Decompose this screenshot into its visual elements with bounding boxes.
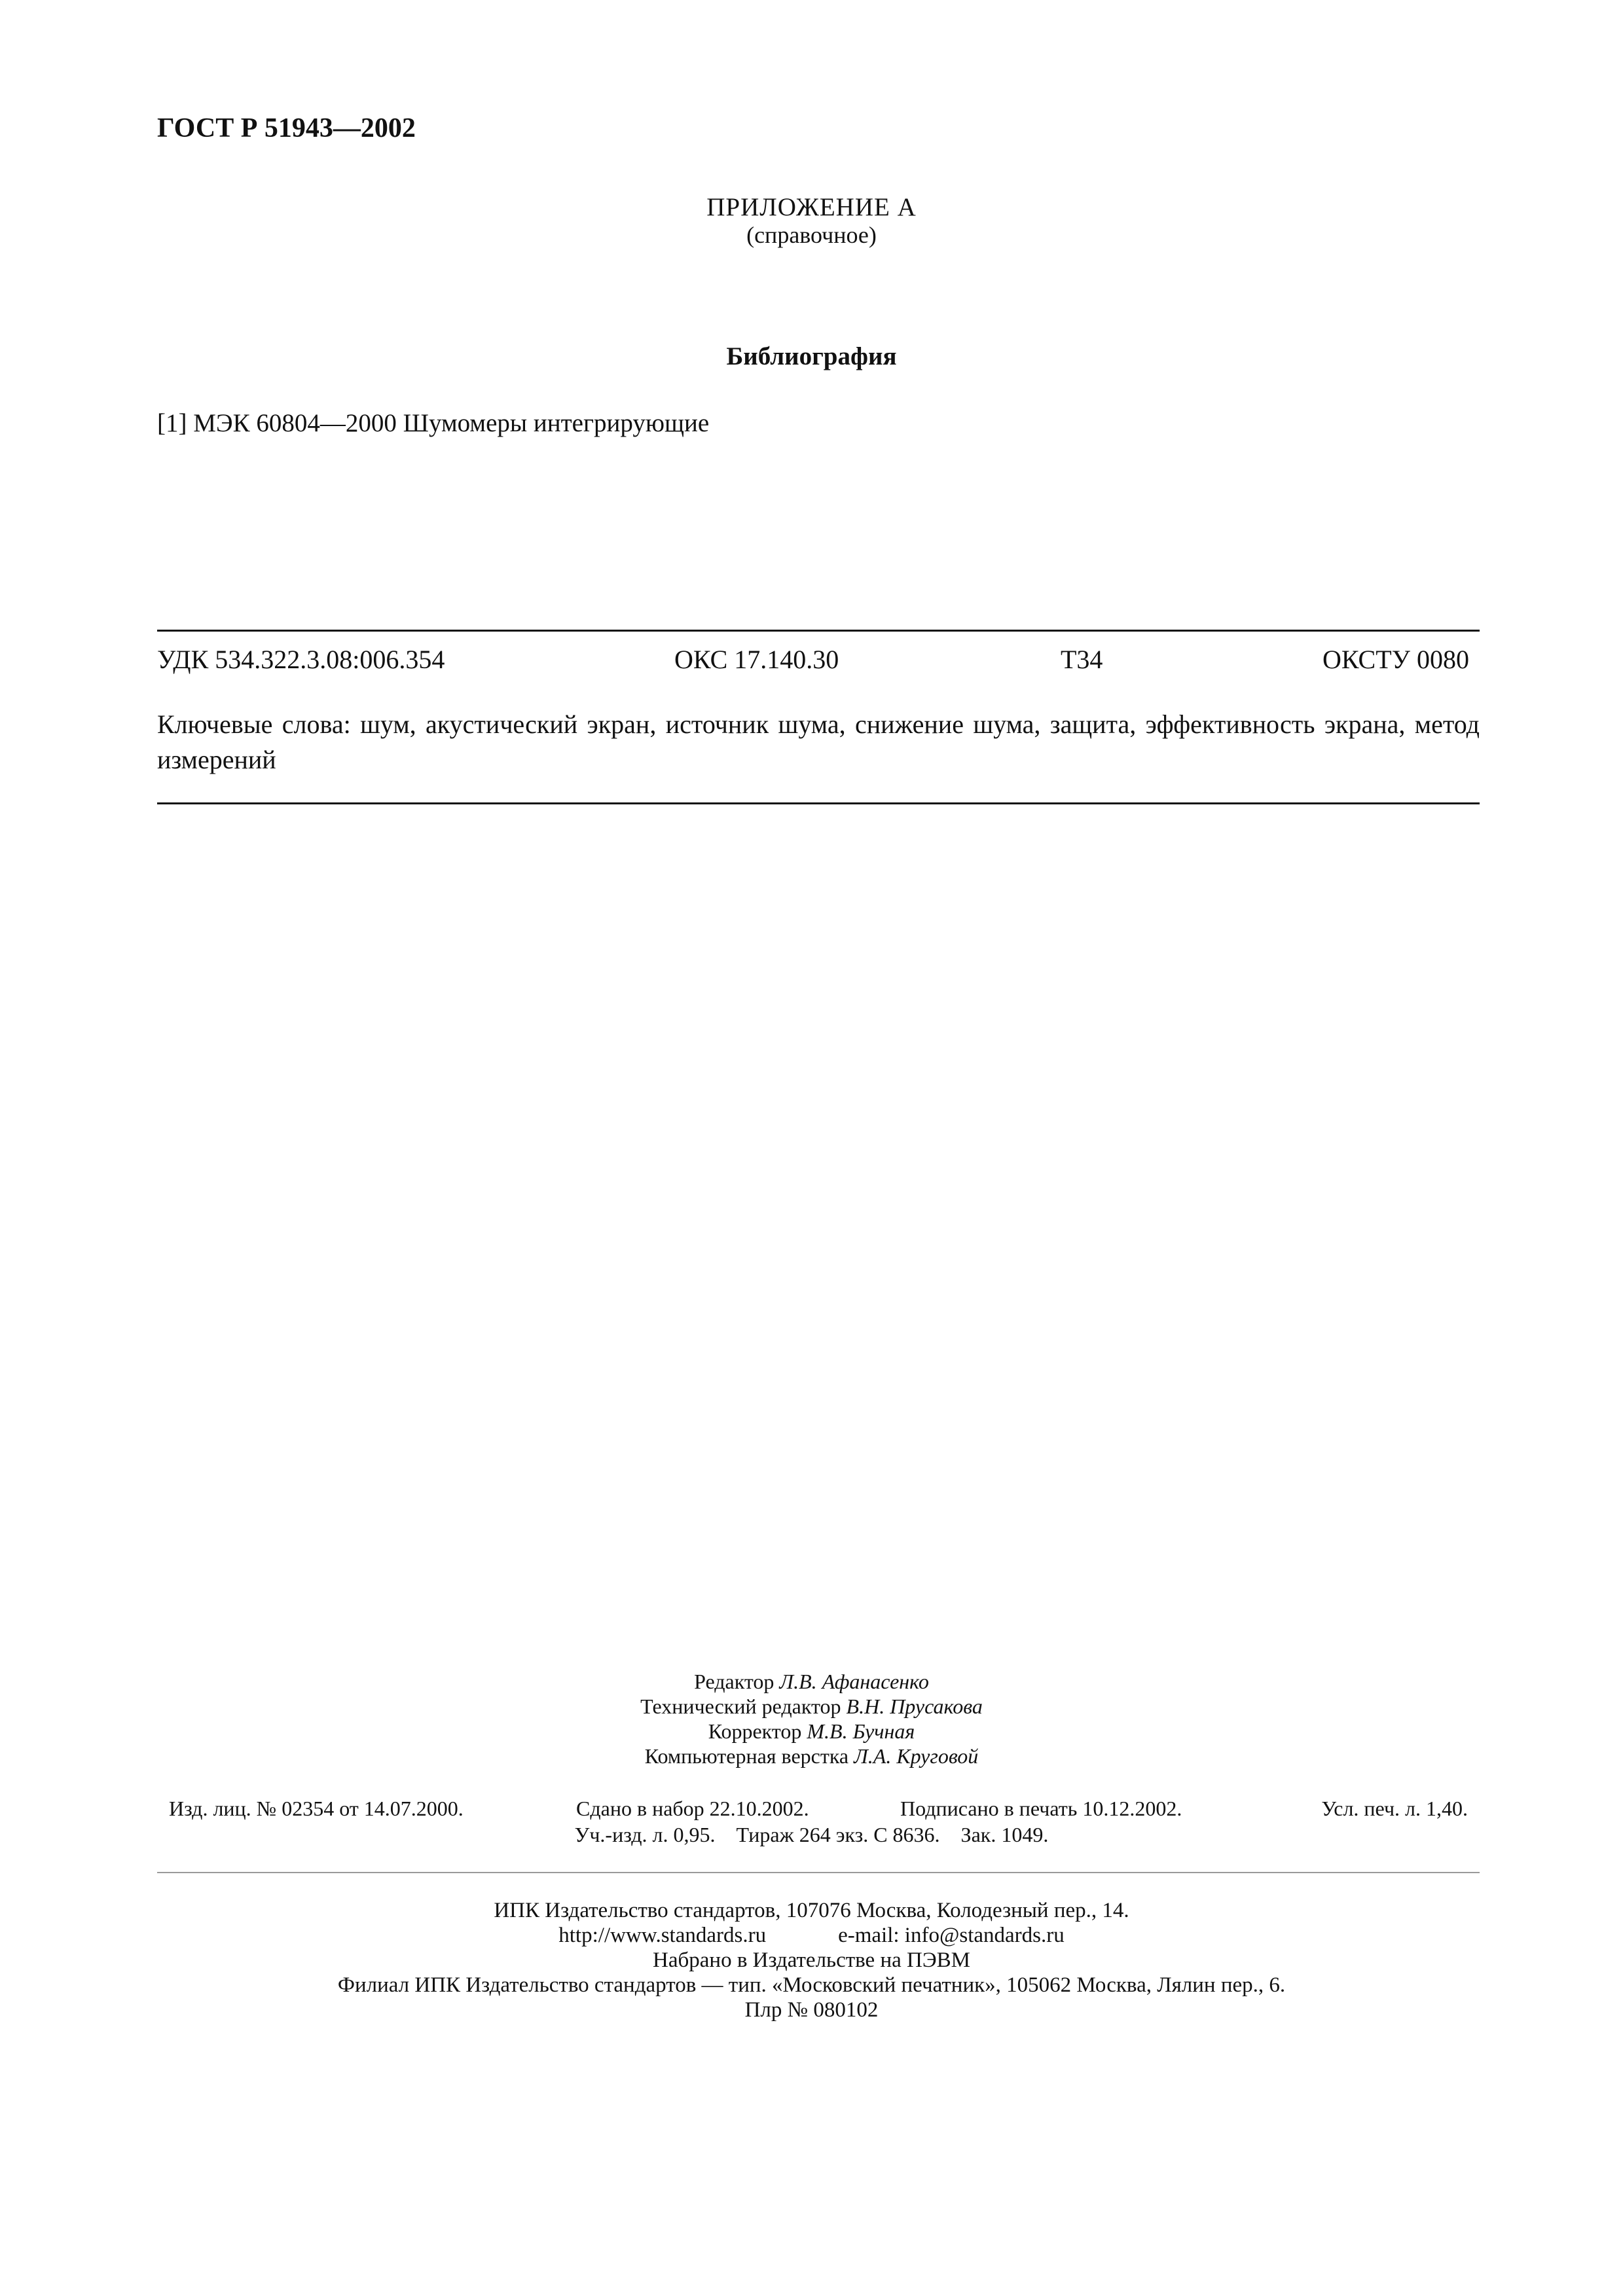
keywords: Ключевые слова: шум, акустический экран, источник шума, снижение шума, защита, эффективность экрана, метод измерений: [157, 709, 1480, 774]
classification-bottom-rule: [157, 802, 1480, 804]
print-info-second-line: Уч.-изд. л. 0,95. Тираж 264 экз. С 8636. Зак. 1049.: [574, 1823, 1049, 1846]
bibliography-entry: [1] МЭК 60804—2000 Шумомеры интегрирующие: [157, 409, 710, 437]
classification-row: [157, 644, 1480, 677]
typeset-note: Набрано в Издательстве на ПЭВМ: [653, 1948, 970, 1972]
credit-proofreader: [0, 1719, 1623, 1744]
plr-number: Плр № 080102: [744, 1998, 879, 2022]
okstu-code: ОКСТУ 0080: [1322, 645, 1469, 674]
credits-block: [0, 1669, 1623, 1768]
credit-person: В.Н. Прусакова: [846, 1695, 983, 1718]
document-code: ГОСТ Р 51943—2002: [157, 113, 416, 143]
udk-code: УДК 534.322.3.08:006.354: [157, 645, 445, 674]
publisher-address: ИПК Издательство стандартов, 107076 Москва, Колодезный пер., 14.: [494, 1899, 1129, 1922]
credit-editor: [0, 1669, 1623, 1694]
publisher-email: e-mail: info@standards.ru: [838, 1924, 1065, 1947]
credit-person: Л.А. Круговой: [854, 1744, 979, 1768]
credit-role: Компьютерная верстка: [644, 1744, 849, 1768]
signed-date: Подписано в печать 10.12.2002.: [900, 1797, 1182, 1820]
appendix-subtitle: (справочное): [746, 222, 877, 248]
oks-code: ОКС 17.140.30: [674, 645, 839, 674]
credit-layout: [0, 1744, 1623, 1768]
credit-role: Корректор: [708, 1719, 802, 1743]
bibliography-heading: Библиография: [726, 342, 897, 370]
credit-role: Технический редактор: [640, 1695, 841, 1718]
credit-person: Л.В. Афанасенко: [779, 1670, 929, 1693]
publisher-block: [0, 1898, 1623, 2022]
credit-person: М.В. Бучная: [807, 1719, 915, 1743]
typeset-date: Сдано в набор 22.10.2002.: [576, 1797, 809, 1820]
credit-role: Редактор: [694, 1670, 775, 1693]
appendix-title: ПРИЛОЖЕНИЕ А: [706, 193, 917, 221]
publisher-url: http://www.standards.ru: [558, 1924, 767, 1947]
publisher-contacts: [0, 1923, 1623, 1948]
publisher-divider: [157, 1872, 1480, 1873]
license-info: Изд. лиц. № 02354 от 14.07.2000.: [169, 1797, 464, 1820]
group-code: Т34: [1061, 645, 1103, 674]
print-info-row: [157, 1797, 1480, 1823]
printing-branch: Филиал ИПК Издательство стандартов — тип. «Московский печатник», 105062 Москва, Лялин пер., 6.: [337, 1973, 1286, 1997]
credit-tech-editor: [0, 1694, 1623, 1719]
classification-top-rule: [157, 630, 1480, 632]
print-sheets: Усл. печ. л. 1,40.: [1321, 1797, 1468, 1820]
